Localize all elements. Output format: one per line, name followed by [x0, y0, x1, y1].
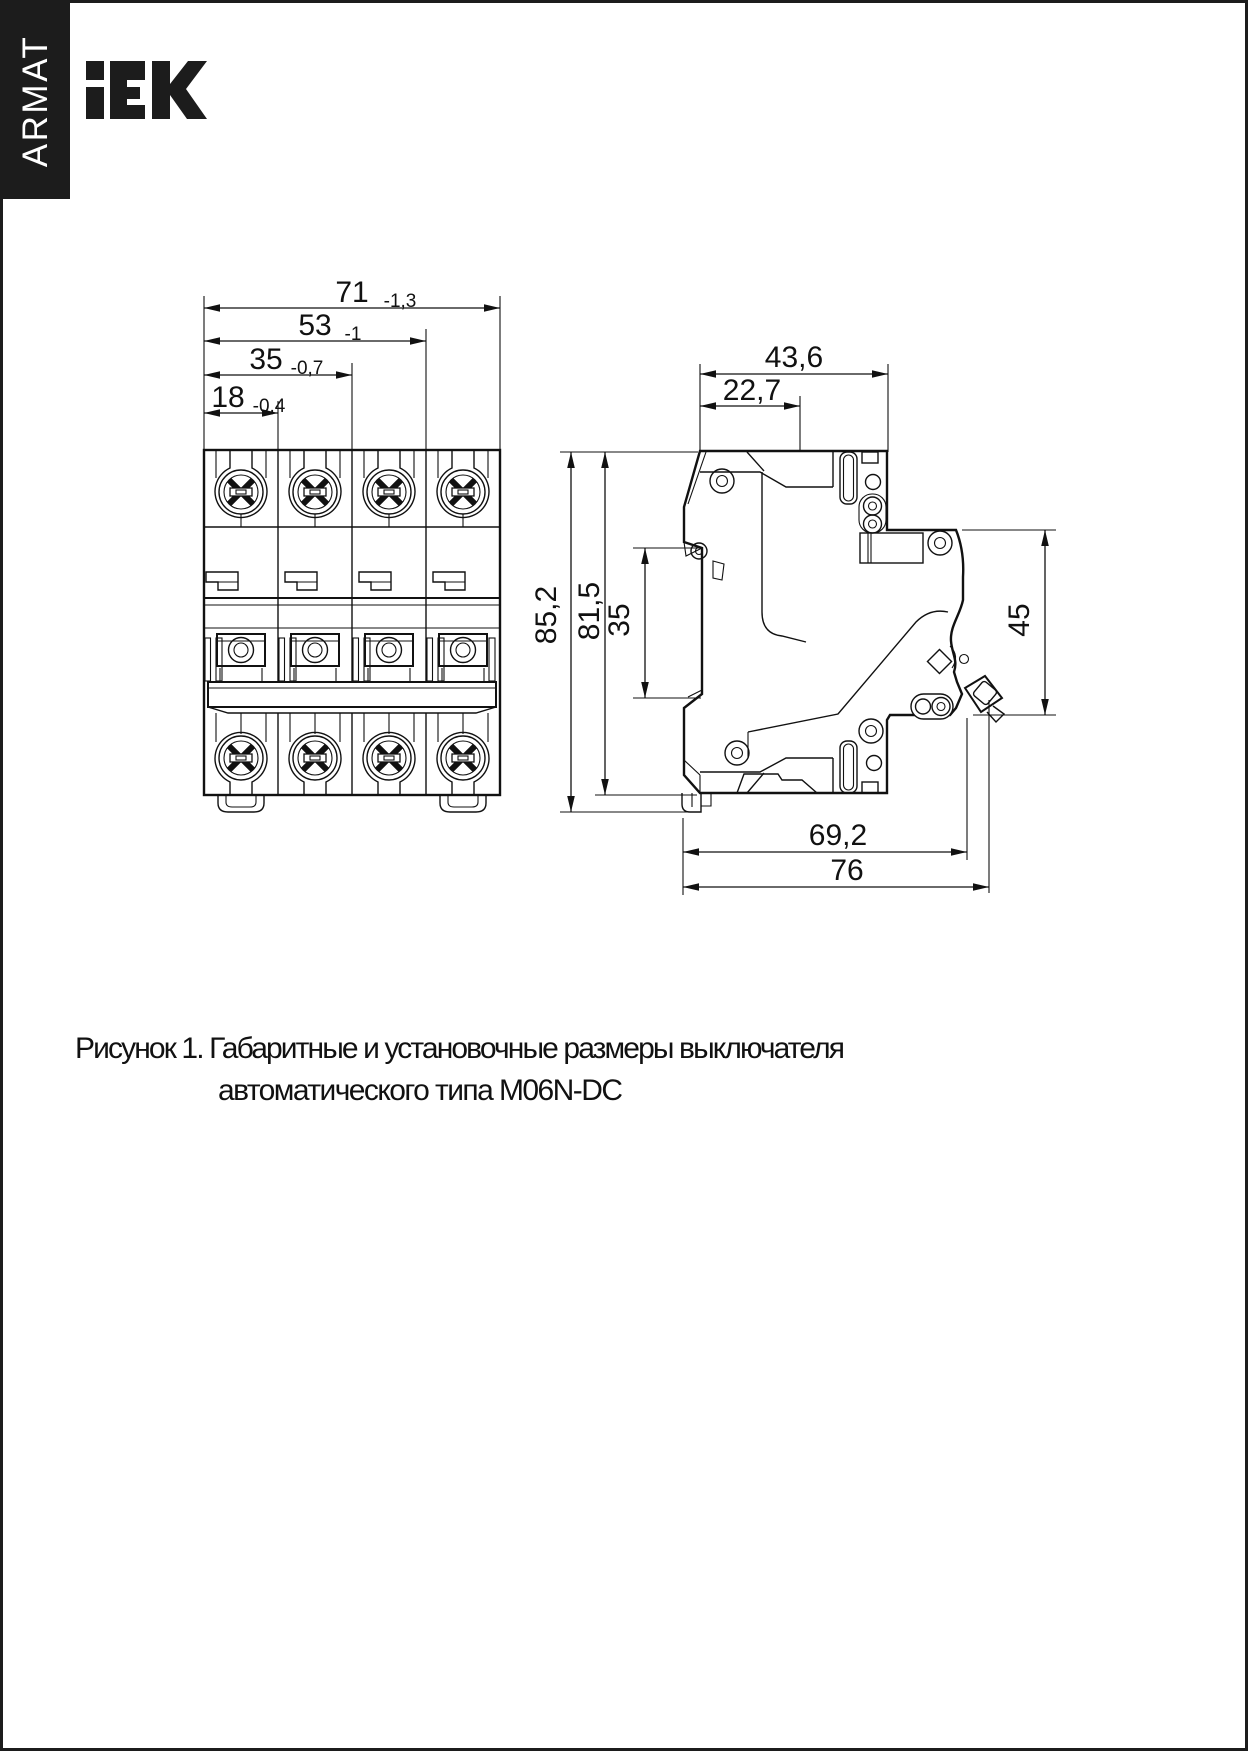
front-view-dimensions	[204, 276, 500, 450]
dim-width-53-tol: -1	[344, 324, 362, 345]
iek-logo	[86, 61, 207, 119]
dim-width-18: 18	[211, 381, 245, 414]
dim-height-815: 81,5	[573, 581, 606, 641]
side-view-drawing	[682, 451, 1004, 812]
figure-caption	[75, 1032, 845, 1107]
dim-height-852: 85,2	[530, 585, 563, 645]
caption-line-2: автоматического типа M06N-DC	[218, 1074, 623, 1107]
armat-side-banner	[3, 3, 70, 199]
dim-width-18-tol: -0,4	[252, 396, 286, 417]
dim-width-71: 71	[335, 276, 369, 309]
dim-bottom-76: 76	[830, 854, 864, 887]
dim-bottom-692: 69,2	[808, 819, 868, 852]
dim-width-53: 53	[298, 309, 332, 342]
caption-line-1: Рисунок 1. Габаритные и установочные размеры выключателя	[75, 1032, 845, 1065]
front-view-drawing	[204, 450, 500, 812]
dim-width-35-tol: -0,7	[290, 358, 324, 379]
dim-width-71-tol: -1,3	[383, 291, 417, 312]
dim-width-35: 35	[249, 343, 283, 376]
dim-front-45: 45	[1003, 603, 1036, 637]
dim-depth-436: 43,6	[764, 341, 824, 374]
armat-brand-label: ARMAT	[16, 34, 56, 168]
dim-depth-227: 22,7	[722, 374, 782, 407]
dim-rail-35: 35	[603, 603, 636, 637]
